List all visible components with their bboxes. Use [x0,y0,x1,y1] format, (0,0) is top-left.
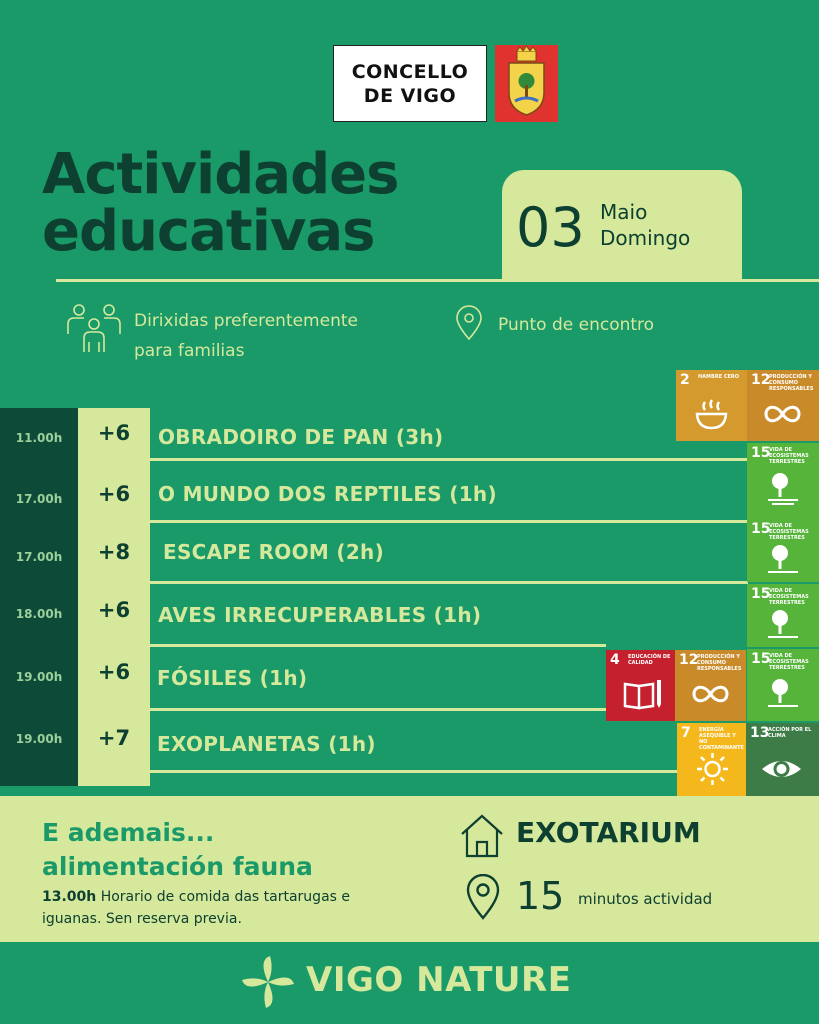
extra-title-line-2: alimentación fauna [42,852,313,881]
sdg-label: ENERGÍA ASEQUIBLE Y NO CONTAMINANTE [699,727,744,751]
row-divider [150,581,748,584]
sdg-label: VIDA DE ECOSISTEMAS TERRESTRES [769,588,809,606]
sdg-land-badge [747,584,819,647]
sdg-number: 12 [751,372,771,388]
sdg-number: 13 [750,725,770,741]
header-divider [56,279,819,282]
sdg-number: 15 [751,445,771,461]
sdg-consumption-badge [675,650,746,721]
sdg-land-badge [747,649,819,721]
logo-line-2: DE VIGO [363,84,457,107]
sdg-label: EDUCACIÓN DE CALIDAD [628,654,671,666]
schedule-activity: ESCAPE ROOM (2h) [163,540,385,564]
sdg-label: ACCIÓN POR EL CLIMA [768,727,812,739]
row-divider [150,520,748,523]
sdg-number: 15 [751,521,771,537]
schedule-time: 19.00h [15,670,63,684]
schedule-time: 17.00h [15,550,63,564]
date-weekday: Domingo [600,226,691,250]
sdg-land-badge [747,443,819,519]
sdg-education-badge [606,650,675,721]
title-line-2: educativas [42,199,375,264]
house-icon [458,812,506,860]
sdg-number: 12 [679,652,699,668]
sdg-label: PRODUCCIÓN Y CONSUMO RESPONSABLES [769,374,814,392]
schedule-activity: O MUNDO DOS REPTILES (1h) [158,482,497,506]
schedule-activity: EXOPLANETAS (1h) [157,732,376,756]
sdg-consumption-badge [747,370,819,441]
sdg-label: VIDA DE ECOSISTEMAS TERRESTRES [769,523,809,541]
coat-of-arms-icon [495,45,558,122]
duration-number: 15 [516,874,565,918]
sdg-number: 7 [681,725,691,741]
sdg-number: 4 [610,652,620,668]
meeting-point-text: Punto de encontro [498,315,655,335]
time-column [0,408,78,786]
row-divider [150,644,606,647]
date-day: 03 [516,196,585,259]
schedule-activity: OBRADOIRO DE PAN (3h) [158,425,444,449]
sdg-climate-badge [746,723,819,796]
extra-title-line-1: E ademais... [42,818,215,847]
audience-text [134,306,358,366]
date-month: Maio [600,200,648,224]
schedule-activity: FÓSILES (1h) [157,666,308,690]
extra-title [42,816,313,884]
extra-description [42,886,382,930]
sdg-label: PRODUCCIÓN Y CONSUMO RESPONSABLES [697,654,742,672]
vigo-nature-logo-icon [240,954,296,1010]
duration-text: minutos actividad [578,890,713,908]
schedule-time: 17.00h [15,492,63,506]
sdg-number: 15 [751,586,771,602]
page-title [42,142,399,264]
concello-de-vigo-logo [333,45,487,122]
location-pin-icon [455,305,483,341]
extra-description-text: Horario de comida das tartarugas e iguanas. Sen reserva previa. [42,889,351,927]
row-divider [150,708,678,711]
row-divider [150,770,678,773]
sdg-hunger-badge [676,370,747,441]
schedule-time: 11.00h [15,431,63,445]
logo-line-1: CONCELLO [351,60,469,83]
location-pin-icon [466,874,500,920]
sdg-label: VIDA DE ECOSISTEMAS TERRESTRES [769,653,809,671]
sdg-energy-badge [677,723,746,796]
extra-time: 13.00h [42,889,97,905]
sdg-land-badge [747,519,819,582]
schedule-age: +7 [97,726,131,750]
audience-line-1: Dirixidas preferentemente [134,311,358,331]
schedule-age: +6 [97,482,131,506]
schedule-activity: AVES IRRECUPERABLES (1h) [158,603,482,627]
place-name: EXOTARIUM [516,816,701,849]
sdg-label: VIDA DE ECOSISTEMAS TERRESTRES [769,447,809,465]
schedule-time: 18.00h [15,607,63,621]
schedule-age: +6 [97,598,131,622]
title-line-1: Actividades [42,142,399,207]
schedule-age: +6 [97,660,131,684]
sdg-number: 2 [680,372,690,388]
schedule-age: +8 [97,540,131,564]
footer-brand: VIGO NATURE [306,960,572,1000]
schedule-age: +6 [97,421,131,445]
row-divider [150,458,748,461]
sdg-label: HAMBRE CERO [698,374,740,380]
family-icon [66,302,122,354]
date-label [600,199,690,251]
sdg-number: 15 [751,651,771,667]
audience-line-2: para familias [134,341,245,361]
schedule-time: 19.00h [15,732,63,746]
